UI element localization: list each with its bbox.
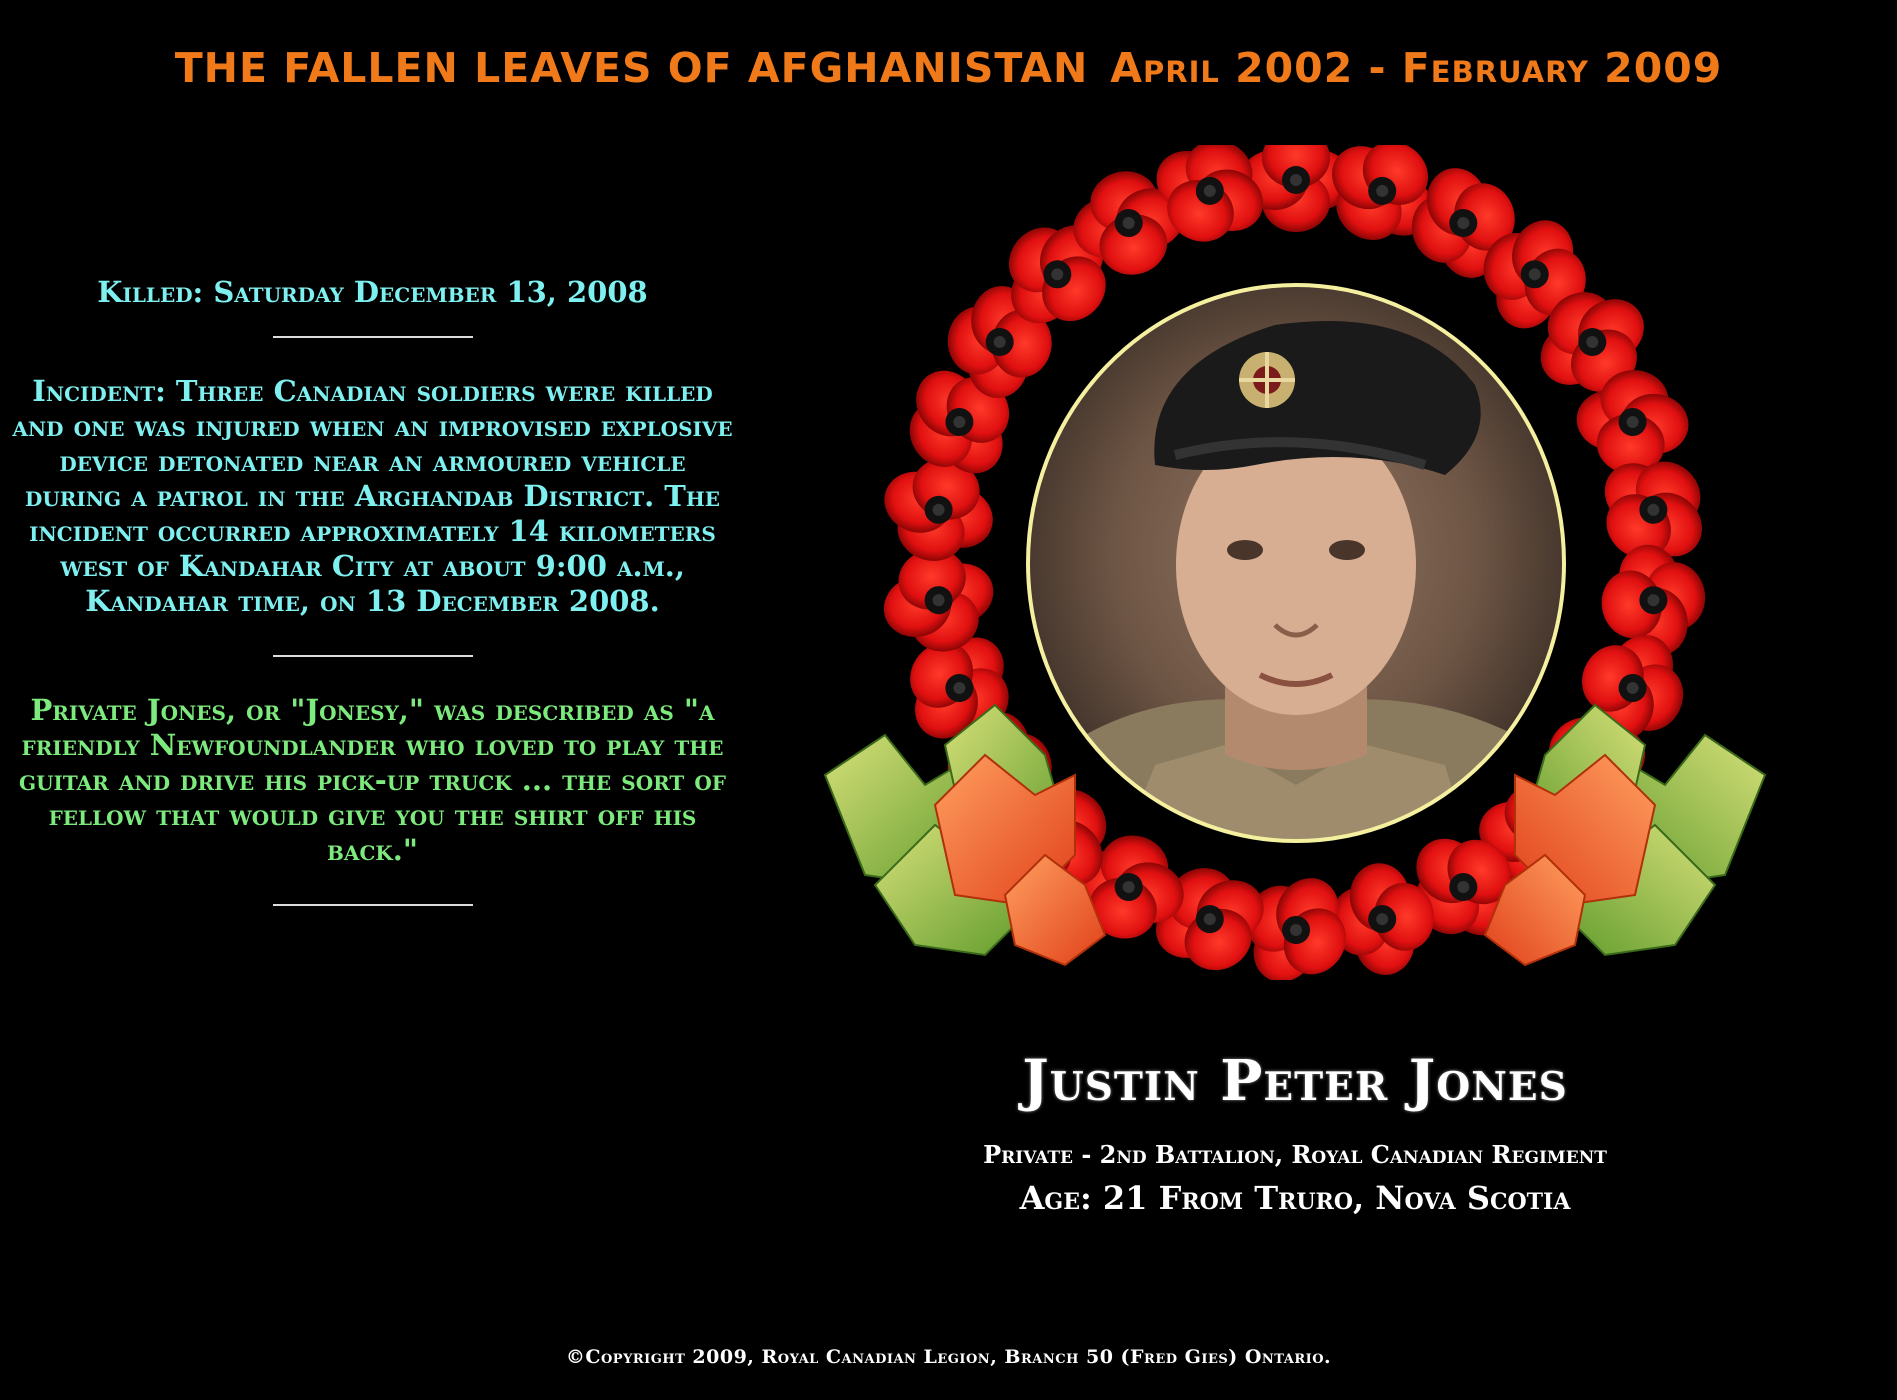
divider — [273, 904, 473, 906]
tribute-quote: Private Jones, or "Jonesy," was described as "a friendly Newfoundlander who loved to play the guitar and drive his pick-up truck ... the sort of fellow that would give you the shirt off his back." — [19, 693, 726, 867]
divider — [273, 336, 473, 338]
soldier-info — [760, 1048, 1830, 1217]
incident-description: Incident: Three Canadian soldiers were killed and one was injured when an improvised explosive device detonated near an armoured vehicle during a patrol in the Arghandab District. The incident occurred approximately 14 kilometers west of Kandahar City at about 9:00 a.m., Kandahar time, on 13 December 2008. — [12, 374, 733, 618]
soldier-portrait — [1015, 275, 1575, 865]
maple-leaf-cluster-right — [1485, 705, 1765, 965]
poppy-wreath-portrait — [755, 145, 1845, 980]
rank-unit: Private - 2nd Battalion, Royal Canadian Regiment — [983, 1140, 1607, 1169]
age-hometown: Age: 21 From Truro, Nova Scotia — [1019, 1179, 1571, 1217]
maple-leaf-cluster-left — [825, 705, 1105, 965]
memorial-title: THE FALLEN LEAVES OF AFGHANISTAN — [174, 44, 1089, 92]
details-panel — [10, 272, 735, 906]
killed-date: Killed: Saturday December 13, 2008 — [97, 275, 648, 309]
date-range: April 2002 - February 2009 — [1110, 44, 1723, 92]
divider — [273, 655, 473, 657]
cap-badge-icon — [1239, 352, 1295, 408]
soldier-name: Justin Peter Jones — [1022, 1048, 1568, 1114]
page-header — [0, 44, 1897, 92]
copyright-notice: ©Copyright 2009, Royal Canadian Legion, Branch 50 (Fred Gies) Ontario. — [565, 1346, 1332, 1368]
